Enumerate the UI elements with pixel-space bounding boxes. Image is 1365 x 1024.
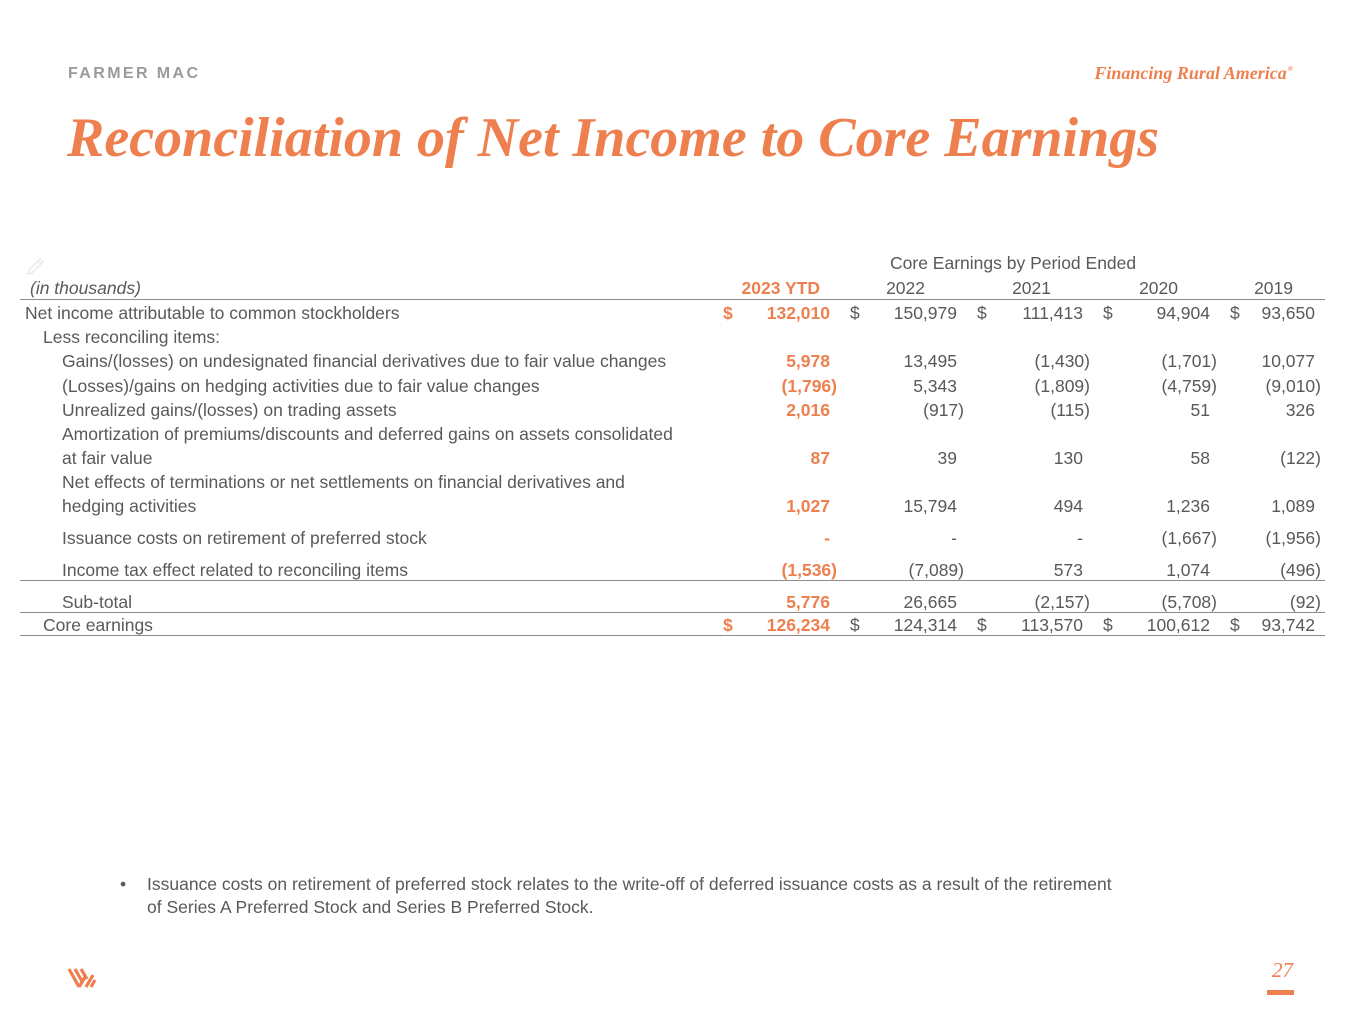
table-cell: -	[951, 528, 957, 548]
section-label: Less reconciling items:	[43, 327, 221, 347]
column-header-2019: 2019	[1254, 278, 1293, 298]
table-cell: (1,667)	[1161, 528, 1217, 548]
bottom-rule	[20, 635, 1325, 636]
table-row-label: Net effects of terminations or net settlements on financial derivatives and	[62, 472, 625, 492]
currency-symbol: $	[723, 303, 733, 323]
currency-symbol: $	[1103, 303, 1113, 323]
table-cell: (7,089)	[908, 560, 964, 580]
table-cell: 111,413	[1022, 303, 1083, 323]
table-row-label-continued: at fair value	[62, 448, 153, 468]
column-header-2023-ytd: 2023 YTD	[741, 278, 820, 298]
currency-symbol: $	[977, 615, 987, 635]
currency-symbol: $	[850, 303, 860, 323]
table-cell: 130	[1053, 448, 1083, 468]
header-rule	[20, 299, 1325, 300]
table-cell: (1,809)	[1034, 376, 1090, 396]
table-cell: 113,570	[1021, 615, 1083, 635]
table-row-label: Amortization of premiums/discounts and deferred gains on assets consolidated	[62, 424, 673, 444]
brand-name: FARMER MAC	[68, 65, 201, 82]
column-header-2022: 2022	[886, 278, 925, 298]
table-cell: 39	[937, 448, 957, 468]
currency-symbol: $	[1230, 615, 1240, 635]
units-label: (in thousands)	[30, 278, 141, 298]
table-cell: 58	[1190, 448, 1210, 468]
page-number: 27	[1272, 958, 1293, 982]
table-cell: 94,904	[1156, 303, 1210, 323]
currency-symbol: $	[1103, 615, 1113, 635]
table-cell: 26,665	[903, 592, 957, 612]
table-cell: 1,027	[786, 496, 830, 516]
currency-symbol: $	[1230, 303, 1240, 323]
table-cell: (92)	[1289, 592, 1321, 612]
table-cell: (115)	[1050, 400, 1090, 420]
farmer-mac-logo-icon	[67, 965, 97, 991]
table-cell: (122)	[1280, 448, 1321, 468]
table-cell: 326	[1285, 400, 1315, 420]
table-cell: 51	[1190, 400, 1210, 420]
page-title: Reconciliation of Net Income to Core Earnings	[67, 107, 1160, 169]
table-cell: (1,701)	[1161, 351, 1217, 371]
table-cell: (2,157)	[1034, 592, 1090, 612]
table-cell: (1,956)	[1265, 528, 1321, 548]
currency-symbol: $	[977, 303, 987, 323]
table-cell: 2,016	[786, 400, 830, 420]
table-row-label-continued: hedging activities	[62, 496, 197, 516]
table-cell: 1,236	[1166, 496, 1210, 516]
table-cell: 93,742	[1261, 615, 1315, 635]
currency-symbol: $	[850, 615, 860, 635]
table-cell: (917)	[923, 400, 964, 420]
table-cell: -	[824, 528, 830, 548]
subtotal-label: Sub-total	[62, 592, 133, 612]
table-cell: 100,612	[1146, 615, 1210, 635]
tagline-text: Financing Rural America	[1094, 63, 1287, 83]
table-cell: 124,314	[893, 615, 957, 635]
table-row-label: (Losses)/gains on hedging activities due to fair value changes	[62, 376, 540, 396]
table-row-label: Income tax effect related to reconciling items	[62, 560, 408, 580]
footnote-bullet: •	[120, 874, 127, 894]
table-cell: 10,077	[1261, 351, 1315, 371]
table-cell: 5,343	[913, 376, 957, 396]
table-cell: (496)	[1280, 560, 1321, 580]
table-cell: 5,978	[786, 351, 830, 371]
table-cell: 15,794	[903, 496, 957, 516]
table-cell: (9,010)	[1265, 376, 1321, 396]
table-cell: 5,776	[786, 592, 830, 612]
table-cell: 1,089	[1271, 496, 1315, 516]
column-header-2020: 2020	[1139, 278, 1178, 298]
table-row-label: Unrealized gains/(losses) on trading assets	[62, 400, 397, 420]
table-cell: (1,430)	[1034, 351, 1090, 371]
table-cell: -	[1077, 528, 1083, 548]
total-rule	[20, 612, 1325, 613]
total-label: Core earnings	[43, 615, 153, 635]
footnote-text: Issuance costs on retirement of preferred stock relates to the write-off of deferred issuance costs as a result of the retirement of Series A Preferred Stock and Series B Preferred Stock.	[147, 874, 1112, 917]
table-cell: 93,650	[1261, 303, 1315, 323]
table-cell: (1,536)	[781, 560, 837, 580]
table-cell: 573	[1053, 560, 1083, 580]
table-cell: 132,010	[766, 303, 830, 323]
table-cell: (4,759)	[1161, 376, 1217, 396]
table-cell: 150,979	[893, 303, 957, 323]
table-cell: 87	[810, 448, 830, 468]
table-row-label: Gains/(losses) on undesignated financial derivatives due to fair value changes	[62, 351, 667, 371]
page-number-underline	[1267, 990, 1294, 995]
trademark-mark: ®	[1287, 65, 1293, 73]
group-header: Core Earnings by Period Ended	[890, 253, 1137, 273]
subtotal-rule	[20, 580, 1325, 581]
reconciliation-table	[20, 0, 1325, 1024]
table-row-label: Net income attributable to common stockholders	[25, 303, 400, 323]
table-cell: 494	[1053, 496, 1083, 516]
table-cell: (1,796)	[781, 376, 837, 396]
table-cell: 13,495	[903, 351, 957, 371]
table-cell: 1,074	[1166, 560, 1210, 580]
table-row-label: Issuance costs on retirement of preferred stock	[62, 528, 427, 548]
table-cell: 126,234	[766, 615, 830, 635]
column-header-2021: 2021	[1012, 278, 1051, 298]
table-cell: (5,708)	[1161, 592, 1217, 612]
currency-symbol: $	[723, 615, 733, 635]
